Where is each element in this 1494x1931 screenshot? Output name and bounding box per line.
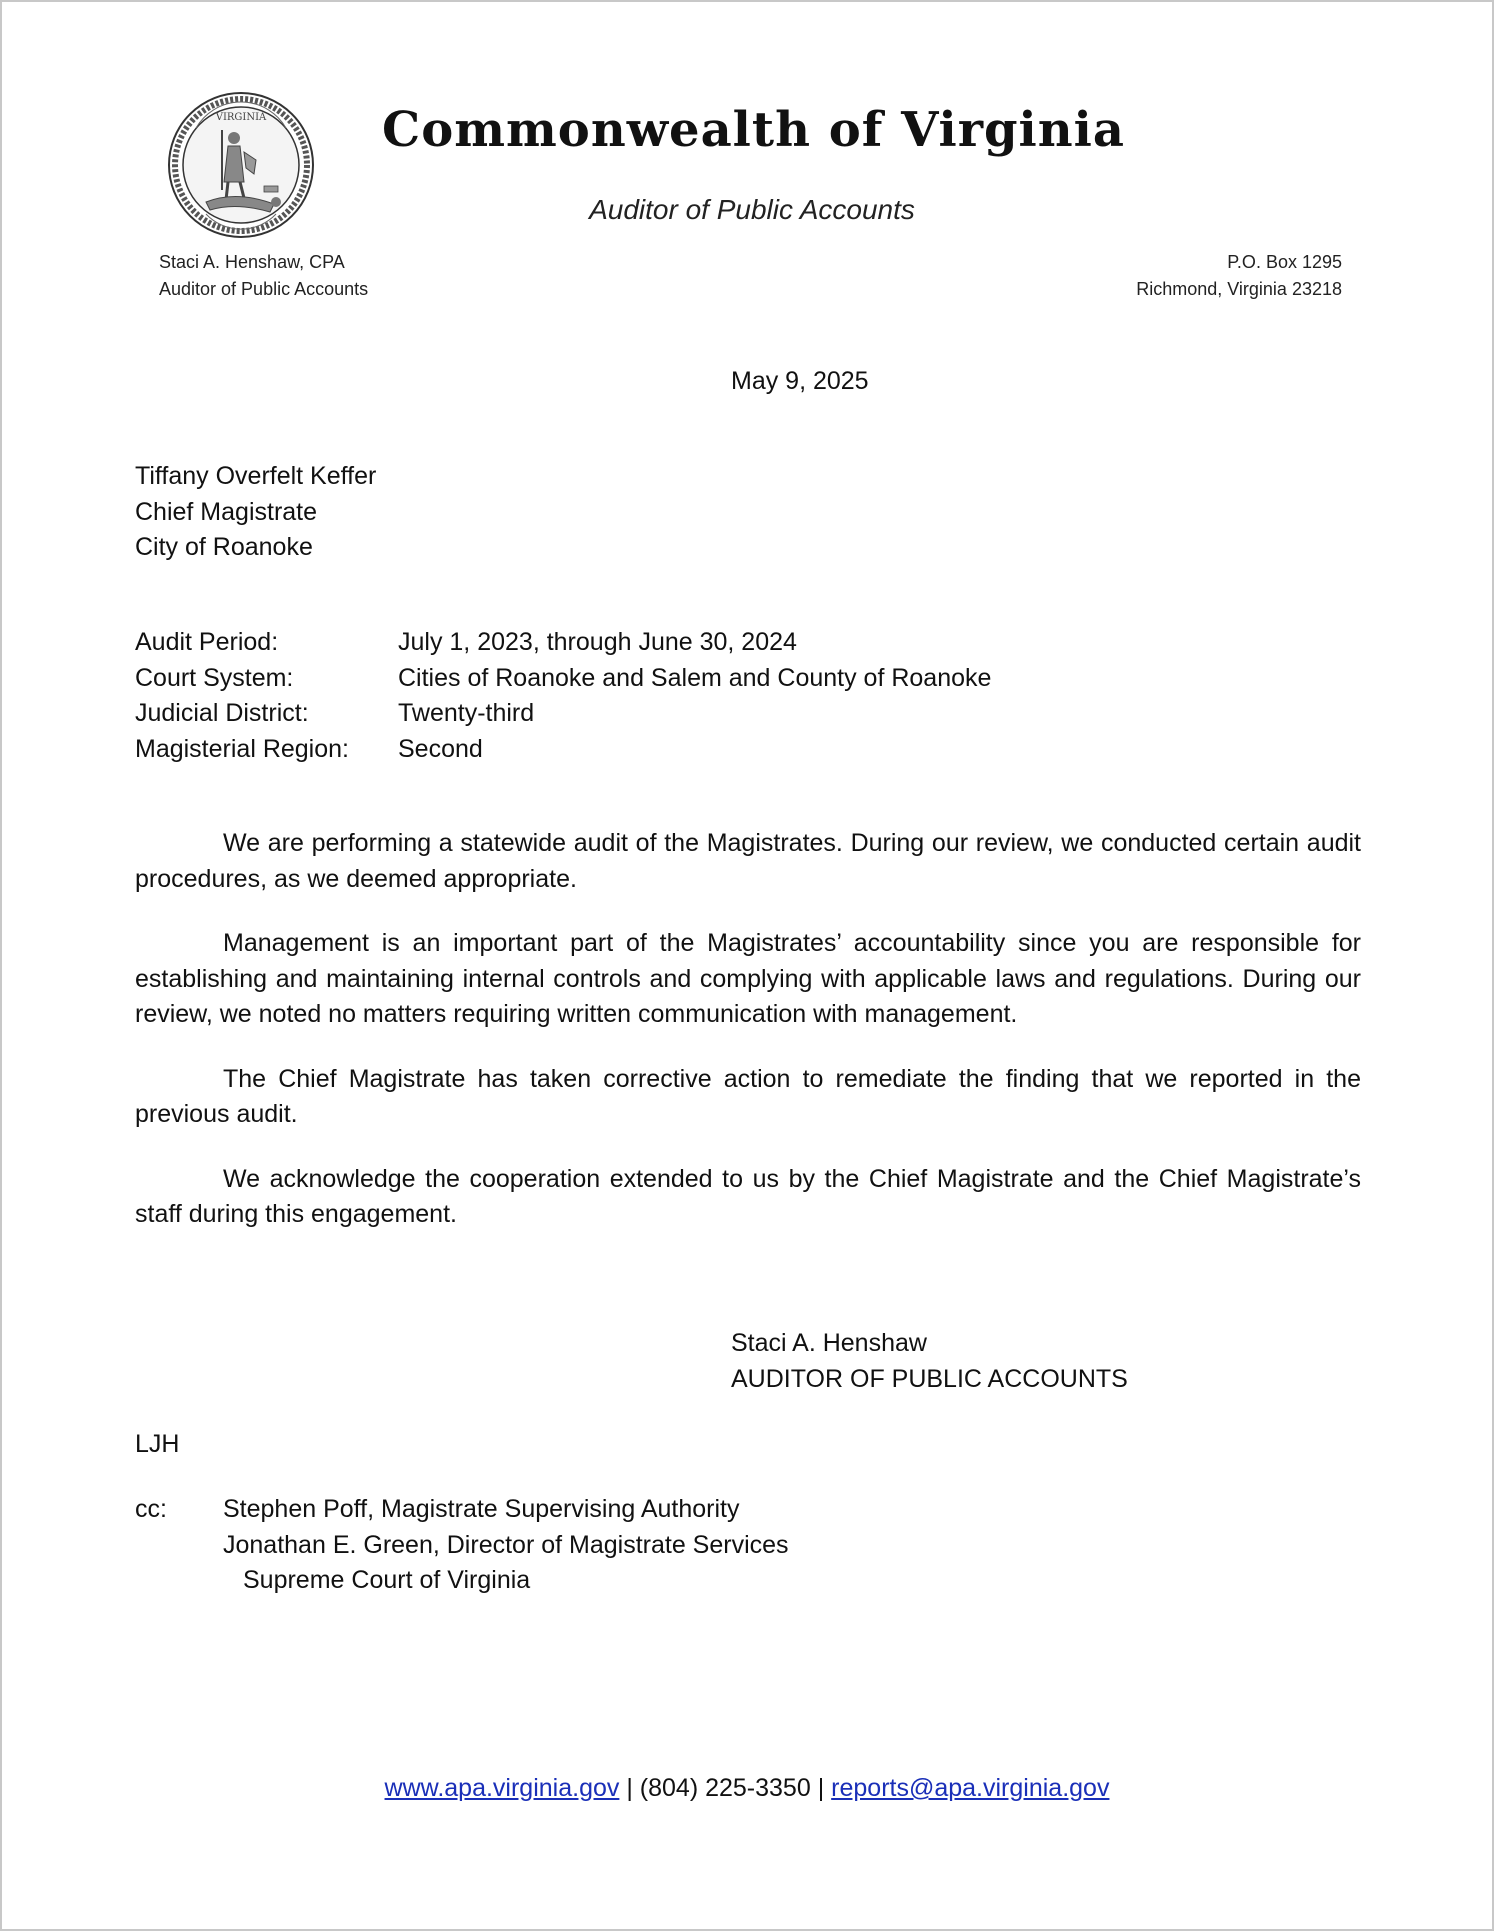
audit-row-court-system [135, 661, 991, 697]
cc-block [135, 1492, 789, 1599]
cc-organization: Supreme Court of Virginia [243, 1566, 531, 1594]
audit-info [135, 625, 991, 767]
audit-value: Twenty-third [398, 699, 535, 727]
virginia-state-seal-icon [166, 90, 316, 240]
cc-label: cc: [135, 1495, 167, 1523]
sender-address [1136, 249, 1342, 303]
typist-initials: LJH [135, 1430, 180, 1458]
audit-value: Cities of Roanoke and Salem and County of Roanoke [398, 663, 992, 692]
sender-block [159, 249, 368, 303]
audit-value: July 1, 2023, through June 30, 2024 [398, 628, 797, 656]
footer [2, 1774, 1492, 1803]
signature-block [731, 1326, 1128, 1397]
sender-po-box: P.O. Box 1295 [1227, 252, 1342, 272]
recipient-title: Chief Magistrate [135, 497, 318, 526]
cc-recipient: Jonathan E. Green, Director of Magistrate Services [223, 1530, 789, 1559]
audit-label: Judicial District: [135, 699, 309, 727]
cc-recipient: Stephen Poff, Magistrate Supervising Authority [223, 1495, 740, 1523]
body-paragraph: We acknowledge the cooperation extended to us by the Chief Magistrate and the Chief Magistrate’s staff during this engagement. [135, 1164, 1361, 1228]
letterhead-title: Commonwealth of Virginia [382, 102, 1126, 158]
email-link[interactable]: reports@apa.virginia.gov [831, 1774, 1110, 1802]
cc-label-spacer [135, 1528, 223, 1564]
recipient-name: Tiffany Overfelt Keffer [135, 462, 377, 490]
audit-row-period [135, 625, 991, 661]
recipient-locality: City of Roanoke [135, 533, 313, 561]
svg-text:VIRGINIA: VIRGINIA [215, 112, 267, 123]
signature-name: Staci A. Henshaw [731, 1329, 927, 1357]
letterhead-subtitle: Auditor of Public Accounts [589, 194, 915, 225]
website-link[interactable]: www.apa.virginia.gov [384, 1774, 620, 1802]
sender-name: Staci A. Henshaw, CPA [159, 252, 345, 272]
audit-label: Magisterial Region: [135, 734, 349, 763]
body-paragraph: The Chief Magistrate has taken corrective action to remediate the finding that we reported in the previous audit. [135, 1064, 1361, 1128]
sender-city: Richmond, Virginia 23218 [1136, 279, 1342, 299]
sender-title: Auditor of Public Accounts [159, 279, 369, 299]
footer-phone: (804) 225-3350 [639, 1774, 811, 1802]
footer-separator: | [817, 1774, 825, 1802]
signature-title: AUDITOR OF PUBLIC ACCOUNTS [731, 1364, 1128, 1393]
letter-body [135, 826, 1361, 1262]
audit-label: Court System: [135, 663, 294, 692]
audit-row-judicial-district [135, 696, 991, 732]
recipient-block [135, 459, 376, 566]
body-paragraph: Management is an important part of the Magistrates’ accountability since you are responsible for establishing and maintaining internal controls and complying with applicable laws and regulations. During our review, we noted no matters requiring written communication with management. [135, 929, 1361, 1028]
body-paragraph: We are performing a statewide audit of the Magistrates. During our review, we conducted certain audit procedures, as we deemed appropriate. [135, 829, 1361, 893]
audit-value: Second [398, 734, 483, 763]
audit-row-magisterial-region [135, 732, 991, 768]
letter-date: May 9, 2025 [731, 367, 869, 395]
audit-label: Audit Period: [135, 628, 279, 656]
cc-row [135, 1492, 789, 1528]
cc-row [135, 1528, 789, 1564]
footer-separator: | [626, 1774, 633, 1802]
